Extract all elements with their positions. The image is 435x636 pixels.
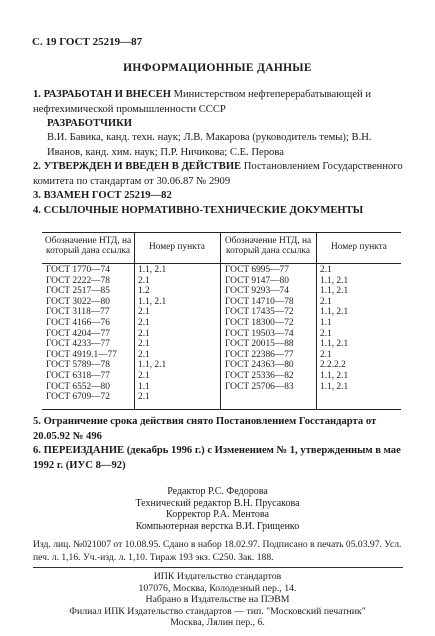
table-cell-document: ГОСТ 4919.1—77 bbox=[46, 349, 117, 360]
table-cell-document: ГОСТ 20015—88 bbox=[225, 339, 294, 350]
table-cell-document: ГОСТ 14710—78 bbox=[225, 296, 294, 307]
table-header-cell: Номер пункта bbox=[331, 242, 387, 252]
table-divider bbox=[316, 233, 317, 409]
item-5-number: 5. bbox=[33, 416, 41, 427]
table-cell-document: ГОСТ 9147—80 bbox=[225, 275, 289, 286]
table-cell-document: ГОСТ 5789—78 bbox=[46, 360, 110, 371]
table-cell-document: ГОСТ 2222—78 bbox=[46, 275, 110, 286]
publisher-line: Филиал ИПК Издательство стандартов — тип. "Московский печатник" bbox=[69, 605, 366, 617]
item-1-number: 1. bbox=[33, 89, 41, 100]
editors-block bbox=[0, 486, 435, 532]
table-cell-clause: 1.1, 2.1 bbox=[320, 339, 349, 350]
item-2-heading: УТВЕРЖДЕН И ВВЕДЕН В ДЕЙСТВИЕ bbox=[43, 161, 242, 172]
table-cell-clause: 1.1, 2.1 bbox=[320, 275, 349, 286]
item-6-text: ПЕРЕИЗДАНИЕ (декабрь 1996 г.) с Изменением № 1, утвержденным в мае 1992 г. (ИУС 8—92) bbox=[33, 445, 401, 471]
publisher-line: Набрано в Издательстве на ПЭВМ bbox=[145, 594, 290, 605]
editor-line: Редактор Р.С. Федорова bbox=[167, 486, 268, 497]
table-header-cell: Обозначение НТД, на который дана ссылка bbox=[224, 236, 312, 256]
table-cell-document: ГОСТ 6318—77 bbox=[46, 371, 110, 381]
editor-line: Компьютерная верстка В.И. Грищенко bbox=[135, 520, 300, 532]
publisher-line: 107076, Москва, Колодезный пер., 14. bbox=[138, 582, 297, 594]
table-cell-clause: 2.1 bbox=[138, 392, 150, 403]
item-2-number: 2. bbox=[33, 161, 41, 172]
table-cell-document: ГОСТ 24363—80 bbox=[225, 360, 294, 371]
publisher-block bbox=[0, 571, 435, 629]
developers-list: В.И. Бавика, канд. техн. наук; Л.В. Макарова (руководитель темы); В.Н. Иванов, канд. хим. наук; П.Р. Ничикова; С.Е. Перова bbox=[47, 132, 372, 158]
imprint-details: Изд. лиц. №021007 от 10.08.95. Сдано в набор 18.02.97. Подписано в печать 05.03.97. Усл. печ. л. 1,16. Уч.-изд. л. 1,10. Тираж 193 экз. С250. Зак. 188. bbox=[33, 539, 402, 563]
table-cell-clause: 1.1, 2.1 bbox=[320, 307, 349, 318]
item-3-heading: ВЗАМЕН ГОСТ 25219—82 bbox=[43, 190, 172, 201]
table-cell-clause: 1.1, 2.1 bbox=[320, 286, 349, 297]
table-cell-document: ГОСТ 25336—82 bbox=[225, 371, 294, 381]
item-3 bbox=[33, 189, 411, 204]
item-3-number: 3. bbox=[33, 190, 41, 201]
table-cell-document: ГОСТ 2517—85 bbox=[46, 286, 110, 297]
item-2-text: Постановлением Государственного комитета по стандартам от 30.06.87 № 2909 bbox=[33, 161, 403, 187]
table-cell-clause: 2.1 bbox=[320, 296, 332, 307]
table-cell-document: ГОСТ 9293—74 bbox=[225, 286, 289, 297]
item-6 bbox=[33, 444, 411, 473]
table-cell-clause: 2.1 bbox=[138, 339, 150, 350]
page-header: С. 19 ГОСТ 25219—87 bbox=[32, 36, 143, 48]
item-4-heading: ССЫЛОЧНЫЕ НОРМАТИВНО-ТЕХНИЧЕСКИЕ ДОКУМЕНТЫ bbox=[43, 205, 364, 216]
table-cell-clause: 2.1 bbox=[320, 265, 332, 275]
table-cell-document: ГОСТ 17435—72 bbox=[225, 307, 294, 318]
table-cell-clause: 1.1, 2.1 bbox=[138, 360, 167, 371]
table-cell-document: ГОСТ 1770—74 bbox=[46, 265, 110, 275]
item-6-number: 6. bbox=[33, 445, 41, 456]
table-cell-clause: 2.1 bbox=[138, 371, 150, 381]
table-cell-document: ГОСТ 6995—77 bbox=[225, 265, 289, 275]
table-cell-clause: 1.1 bbox=[320, 318, 332, 328]
reference-table bbox=[42, 232, 401, 410]
table-cell-clause: 2.1 bbox=[138, 328, 150, 339]
table-divider bbox=[134, 233, 135, 409]
table-cell-document: ГОСТ 4166—76 bbox=[46, 318, 110, 328]
publisher-line: Москва, Лялин пер., 6. bbox=[170, 617, 265, 628]
table-header-cell: Обозначение НТД, на который дана ссылка bbox=[44, 236, 132, 256]
table-cell-clause: 2.1 bbox=[320, 349, 332, 360]
table-cell-clause: 1.2 bbox=[138, 286, 150, 297]
item-1-heading: РАЗРАБОТАН И ВНЕСЕН bbox=[43, 89, 171, 100]
table-cell-clause: 2.1 bbox=[138, 318, 150, 328]
table-divider bbox=[220, 233, 221, 409]
item-5 bbox=[33, 415, 411, 444]
developers-heading: РАЗРАБОТЧИКИ bbox=[47, 118, 133, 129]
table-cell-document: ГОСТ 22386—77 bbox=[225, 349, 294, 360]
item-4-number: 4. bbox=[33, 205, 41, 216]
item-4 bbox=[33, 204, 411, 219]
editor-line: Корректор Р.А. Ментова bbox=[166, 509, 269, 520]
table-cell-clause: 2.2.2.2 bbox=[320, 360, 346, 371]
item-5-text: Ограничение срока действия снято Постановлением Госстандарта от 20.05.92 № 496 bbox=[33, 416, 377, 442]
item-2 bbox=[33, 160, 411, 189]
table-header-cell: Номер пункта bbox=[149, 242, 205, 252]
item-1-text: Министерством нефтеперерабатывающей и нефтехимической промышленности СССР bbox=[33, 89, 372, 115]
table-cell-clause: 2.1 bbox=[320, 328, 332, 339]
table-cell-clause: 2.1 bbox=[138, 275, 150, 286]
table-cell-clause: 2.1 bbox=[138, 307, 150, 318]
table-cell-document: ГОСТ 3022—80 bbox=[46, 296, 110, 307]
section-title: ИНФОРМАЦИОННЫЕ ДАННЫЕ bbox=[123, 62, 312, 74]
table-cell-document: ГОСТ 19503—74 bbox=[225, 328, 294, 339]
table-cell-document: ГОСТ 25706—83 bbox=[225, 381, 294, 392]
table-cell-clause: 2.1 bbox=[138, 349, 150, 360]
table-cell-document: ГОСТ 6552—80 bbox=[46, 381, 110, 392]
table-cell-clause: 1.1, 2.1 bbox=[138, 296, 167, 307]
table-cell-clause: 1.1 bbox=[138, 381, 150, 392]
table-cell-document: ГОСТ 4204—77 bbox=[46, 328, 110, 339]
table-cell-document: ГОСТ 4233—77 bbox=[46, 339, 110, 350]
table-cell-clause: 1.1, 2.1 bbox=[138, 265, 167, 275]
editor-line: Технический редактор В.Н. Прусакова bbox=[135, 497, 300, 509]
table-cell-document: ГОСТ 3118—77 bbox=[46, 307, 110, 318]
item-1 bbox=[33, 88, 411, 117]
table-cell-document: ГОСТ 6709—72 bbox=[46, 392, 110, 403]
table-cell-clause: 1.1, 2.1 bbox=[320, 371, 349, 381]
publisher-line: ИПК Издательство стандартов bbox=[153, 571, 282, 582]
table-cell-clause: 1.1, 2.1 bbox=[320, 381, 349, 392]
divider-line bbox=[33, 567, 403, 568]
table-cell-document: ГОСТ 18300—72 bbox=[225, 318, 294, 328]
